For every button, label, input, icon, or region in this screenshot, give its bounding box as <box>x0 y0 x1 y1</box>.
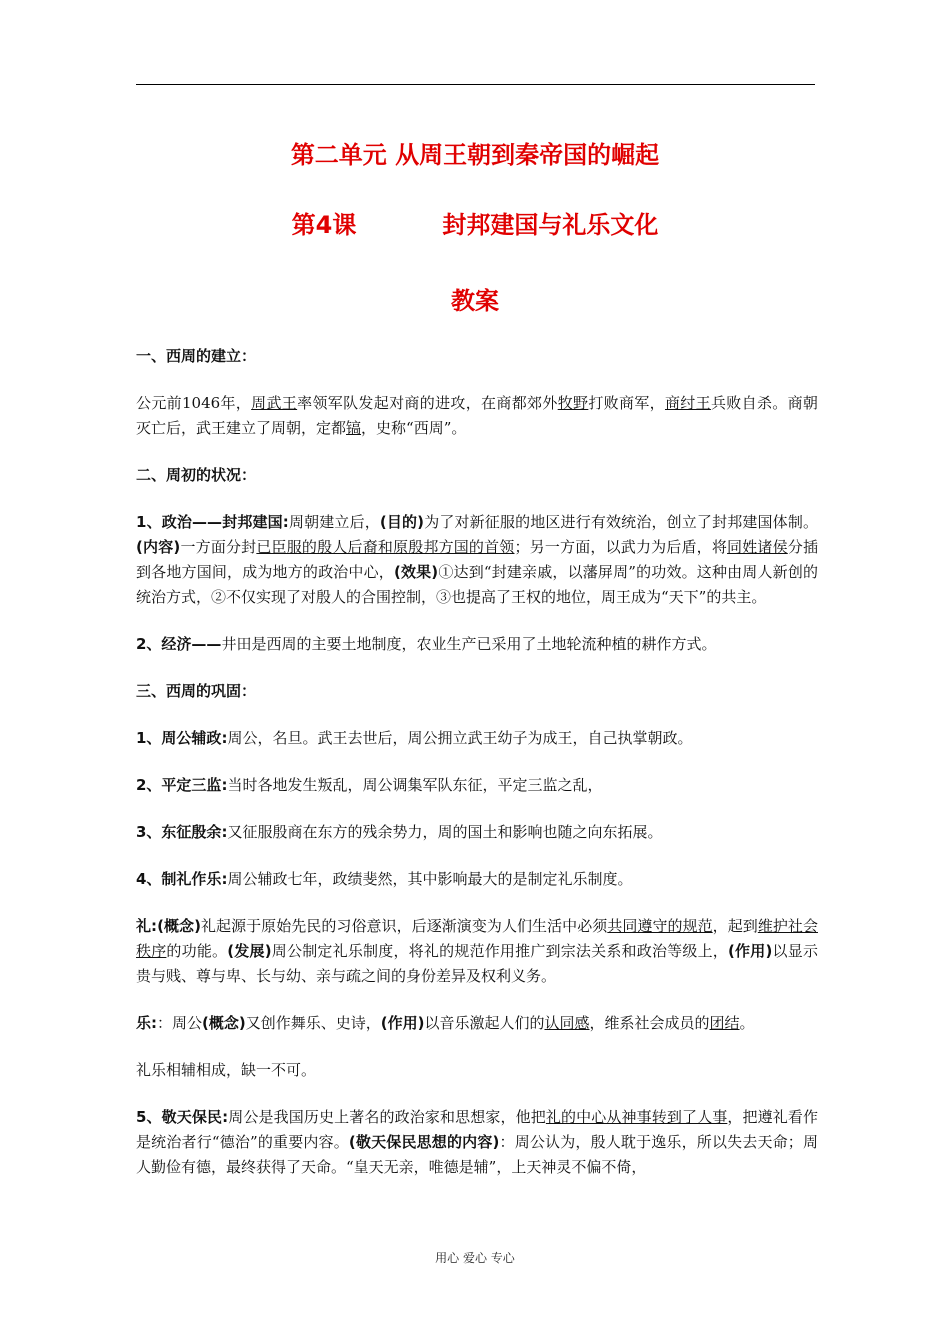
unit-title: 第二单元 从周王朝到秦帝国的崛起 <box>290 141 660 169</box>
underlined-term: 团结 <box>709 1014 740 1032</box>
paragraph-economy <box>136 632 818 657</box>
text: 。 <box>739 1014 755 1032</box>
paragraph-li <box>136 914 818 989</box>
text: 的功能。 <box>166 942 228 960</box>
item-lead: 礼: <box>136 917 158 935</box>
keyword: (作用) <box>728 942 773 960</box>
underlined-term: 礼的中心从神事转到了人事 <box>545 1108 728 1126</box>
text: 当时各地发生叛乱，周公调集军队东征，平定三监之乱， <box>227 776 603 794</box>
text: 又征服殷商在东方的残余势力，周的国土和影响也随之向东拓展。 <box>227 823 663 841</box>
text: 打败商军， <box>588 394 665 412</box>
paragraph-politics <box>136 510 818 610</box>
underlined-term: 维护社会秩序 <box>136 917 818 960</box>
text: 公元前1046年， <box>136 394 252 412</box>
header-rule <box>136 84 815 85</box>
lesson-title <box>0 205 950 240</box>
text: ，维系社会成员的 <box>589 1014 710 1032</box>
underlined-term: 牧野 <box>557 394 589 412</box>
text: ，史称“西周”。 <box>361 419 467 437</box>
text: ；另一方面，以武力为后盾，将 <box>514 538 728 556</box>
lesson-name: 封邦建国与礼乐文化 <box>442 211 659 239</box>
keyword: (发展) <box>227 942 272 960</box>
text: 兵败自杀。商朝灭亡后，武王建立了周朝，定都 <box>136 394 818 437</box>
document-body <box>136 344 818 1202</box>
item-lead: 2、经济—— <box>136 635 222 653</box>
paragraph-yue <box>136 1011 818 1036</box>
item-lead: 1、周公辅政: <box>136 729 228 747</box>
keyword: (概念) <box>157 917 201 935</box>
item-lead: 2、平定三监: <box>136 776 228 794</box>
text: 以显示贵与贱、尊与卑、长与幼、亲与疏之间的身份差异及权利义务。 <box>136 942 818 985</box>
text: 周公制定礼乐制度，将礼的规范作用推广到宗法关系和政治等级上， <box>271 942 728 960</box>
text: ：周公 <box>157 1014 203 1032</box>
underlined-term: 商纣王 <box>664 394 711 412</box>
item-lead: 3、东征殷余: <box>136 823 228 841</box>
text: ①达到“封建亲戚，以藩屏周”的功效。这种由周人新创的统治方式，②不仅实现了对殷人的合围控制，③也提高了王权的地位，周王成为“天下”的共主。 <box>136 563 818 606</box>
section-heading-1: 一、西周的建立： <box>136 347 257 365</box>
text: 为了对新征服的地区进行有效统治，创立了封邦建国体制。 <box>424 513 818 531</box>
underlined-term: 认同感 <box>544 1014 590 1032</box>
underlined-term: 共同遵守的规范 <box>607 917 713 935</box>
underlined-term: 同姓诸侯 <box>727 538 788 556</box>
text: 礼起源于原始先民的习俗意识，后逐渐演变为人们生活中必须 <box>200 917 608 935</box>
page-footer: 用心 爱心 专心 <box>435 1251 515 1265</box>
text: 周公辅政七年，政绩斐然，其中影响最大的是制定礼乐制度。 <box>227 870 633 888</box>
keyword: (概念) <box>202 1014 246 1032</box>
underlined-term: 周武王 <box>251 394 298 412</box>
keyword: (内容) <box>136 538 181 556</box>
paragraph-complementary: 礼乐相辅相成，缺一不可。 <box>136 1061 317 1079</box>
paragraph-duke-zhou-regency <box>136 726 818 751</box>
text: ，起到 <box>712 917 758 935</box>
item-lead: 1、政治——封邦建国: <box>136 513 289 531</box>
text: ：周公认为，殷人耽于逸乐，所以失去天命；周人勤俭有德，最终获得了天命。“皇天无亲，唯德是辅”，上天神灵不偏不倚， <box>136 1133 818 1176</box>
keyword: (敬天保民思想的内容) <box>348 1133 500 1151</box>
text: 一方面分封 <box>180 538 257 556</box>
text: 周朝建立后， <box>288 513 380 531</box>
item-lead: 4、制礼作乐: <box>136 870 228 888</box>
paragraph-rites-music <box>136 867 818 892</box>
text: 以音乐激起人们的 <box>424 1014 545 1032</box>
text: 井田是西周的主要土地制度，农业生产已采用了土地轮流种植的耕作方式。 <box>221 635 717 653</box>
underlined-term: 已臣服的殷人后裔和原殷邦方国的首领 <box>256 538 515 556</box>
item-lead: 5、敬天保民: <box>136 1108 229 1126</box>
paragraph-three-guards <box>136 773 818 798</box>
paragraph-eastern-campaign <box>136 820 818 845</box>
text: 周公，名旦。武王去世后，周公拥立武王幼子为成王，自己执掌朝政。 <box>227 729 693 747</box>
paragraph-revere-heaven <box>136 1105 818 1180</box>
text: 率领军队发起对商的进攻，在商都郊外 <box>297 394 558 412</box>
paragraph-establishment <box>136 391 818 441</box>
keyword: (作用) <box>380 1014 425 1032</box>
item-lead: 乐: <box>136 1014 157 1032</box>
text: 分插到各地方国间，成为地方的政治中心， <box>136 538 818 581</box>
section-heading-3: 三、西周的巩固： <box>136 682 257 700</box>
text: 又创作舞乐、史诗， <box>245 1014 381 1032</box>
text: ，把遵礼看作是统治者行“德治”的重要内容。 <box>136 1108 818 1151</box>
lesson-number: 第4课 <box>291 211 357 239</box>
section-heading-2: 二、周初的状况： <box>136 466 257 484</box>
keyword: (目的) <box>379 513 425 531</box>
text: 周公是我国历史上著名的政治家和思想家，他把 <box>228 1108 546 1126</box>
underlined-term: 镐 <box>346 419 362 437</box>
keyword: (效果) <box>393 563 439 581</box>
document-type: 教案 <box>451 287 499 315</box>
